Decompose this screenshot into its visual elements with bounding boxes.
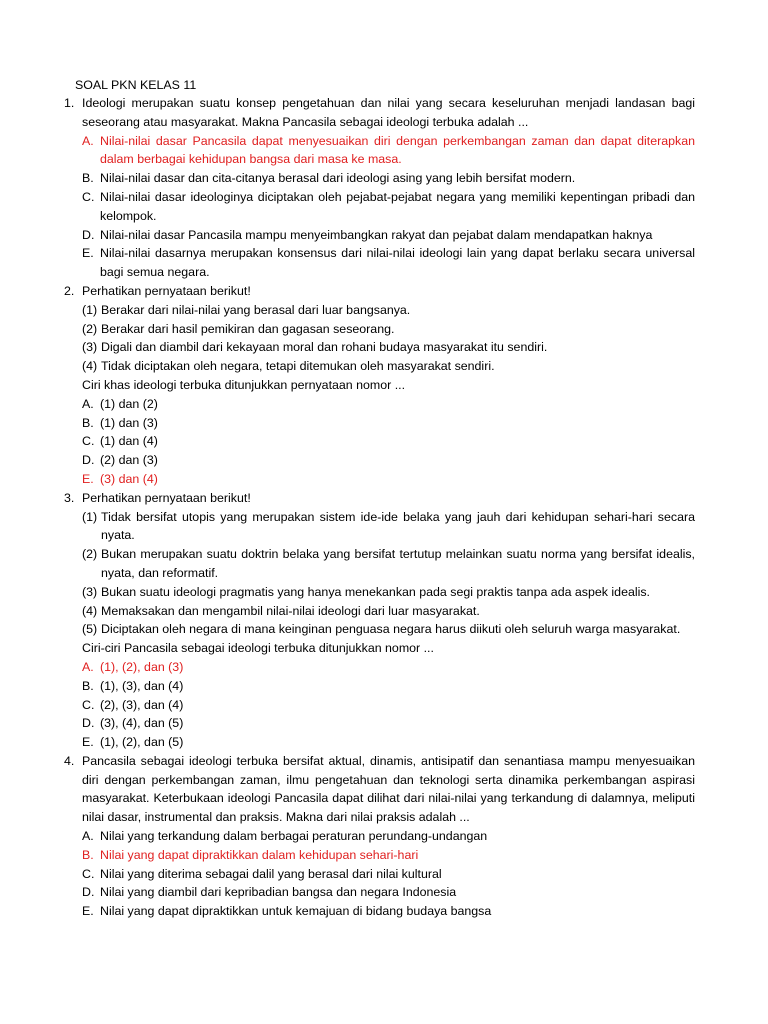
option-letter: A.: [82, 829, 94, 844]
q1-option-c: [82, 188, 695, 226]
statement-number: (1): [82, 509, 98, 524]
q3-statement-3: [82, 583, 695, 602]
statement-number: (5): [82, 622, 98, 637]
option-text: (1) dan (4): [100, 434, 158, 449]
q2-statement-1: [82, 301, 695, 320]
q4-option-c: [82, 865, 695, 884]
question-number: 3.: [64, 490, 75, 505]
option-text: (2) dan (3): [100, 453, 158, 468]
option-text: Nilai-nilai dasarnya merupakan konsensus dari nilai-nilai ideologi lain yang dapat berlaku secara universal bagi semua negara.: [100, 246, 695, 280]
question-4: [64, 752, 695, 827]
question-3: [64, 489, 695, 508]
q3-option-a: [82, 658, 695, 677]
q2-statement-2: [82, 320, 695, 339]
option-letter: B.: [82, 678, 94, 693]
option-letter: E.: [82, 246, 94, 261]
option-text: Nilai-nilai dasar Pancasila dapat menyesuaikan diri dengan perkembangan zaman dan dapat diterapkan dalam berbagai kehidupan bangsa dari masa ke masa.: [100, 133, 695, 167]
option-letter: C.: [82, 697, 95, 712]
option-letter: E.: [82, 471, 94, 486]
option-text: Nilai yang diterima sebagai dalil yang berasal dari nilai kultural: [100, 866, 442, 881]
q1-option-e: [82, 244, 695, 282]
q2-statement-3: [82, 338, 695, 357]
option-text: Nilai yang terkandung dalam berbagai peraturan perundang-undangan: [100, 829, 488, 844]
question-1: [64, 94, 695, 132]
question-number: 2.: [64, 283, 75, 298]
statement-number: (2): [82, 321, 98, 336]
option-letter: D.: [82, 716, 95, 731]
option-letter: D.: [82, 885, 95, 900]
q4-option-a: [82, 827, 695, 846]
q3-statement-2: [82, 545, 695, 583]
q3-option-b: [82, 677, 695, 696]
statement-text: Memaksakan dan mengambil nilai-nilai ideologi dari luar masyarakat.: [101, 603, 480, 618]
q3-statement-4: [82, 602, 695, 621]
q3-option-e: [82, 733, 695, 752]
question-text: Pancasila sebagai ideologi terbuka bersifat aktual, dinamis, antisipatif dan senantiasa mampu menyesuaikan diri dengan perkembangan zaman, ilmu pengetahuan dan teknologi serta dinamika perkembangan aspirasi masyarakat. Keterbukaan ideologi Pancasila dapat dilihat dari nilai-nilai yang terkandung di dalamnya, meliputi nilai dasar, instrumental dan praksis. Makna dari nilai praksis adalah ...: [82, 753, 695, 825]
q2-option-a: [82, 395, 695, 414]
option-text: Nilai-nilai dasar ideologinya diciptakan oleh pejabat-pejabat negara yang memiliki kepentingan pribadi dan kelompok.: [100, 189, 695, 223]
statement-text: Berakar dari nilai-nilai yang berasal dari luar bangsanya.: [101, 302, 411, 317]
option-letter: D.: [82, 227, 95, 242]
q2-option-d: [82, 451, 695, 470]
option-text: (1) dan (3): [100, 415, 158, 430]
q4-option-b: [82, 846, 695, 865]
option-letter: C.: [82, 189, 95, 204]
question-list: [64, 94, 695, 921]
q3-question-text: Ciri-ciri Pancasila sebagai ideologi terbuka ditunjukkan nomor ...: [82, 641, 434, 656]
q1-option-d: [82, 226, 695, 245]
option-letter: A.: [82, 133, 94, 148]
q3-option-d: [82, 714, 695, 733]
option-letter: B.: [82, 847, 94, 862]
q2-option-e: [82, 470, 695, 489]
q3-statement-1: [82, 508, 695, 546]
statement-number: (1): [82, 302, 98, 317]
statement-number: (3): [82, 340, 98, 355]
statement-number: (2): [82, 547, 98, 562]
q2-statement-4: [82, 357, 695, 376]
option-letter: C.: [82, 434, 95, 449]
statement-text: Bukan suatu ideologi pragmatis yang hanya menekankan pada segi praktis tanpa ada aspek idealis.: [101, 584, 650, 599]
q3-option-c: [82, 696, 695, 715]
option-letter: A.: [82, 659, 94, 674]
option-letter: B.: [82, 415, 94, 430]
q1-option-a: [82, 132, 695, 170]
statement-text: Bukan merupakan suatu doktrin belaka yang bersifat tertutup melainkan suatu norma yang bersifat idealis, nyata, dan reformatif.: [101, 547, 695, 580]
option-text: (1), (3), dan (4): [100, 678, 184, 693]
statement-number: (4): [82, 603, 98, 618]
question-number: 1.: [64, 96, 75, 110]
statement-text: Digali dan diambil dari kekayaan moral dan rohani budaya masyarakat itu sendiri.: [101, 340, 548, 355]
option-letter: B.: [82, 171, 94, 186]
statement-text: Tidak diciptakan oleh negara, tetapi ditemukan oleh masyarakat sendiri.: [101, 359, 495, 374]
q1-option-b: [82, 169, 695, 188]
option-text: (3) dan (4): [100, 471, 158, 486]
option-text: (1), (2), dan (3): [100, 659, 184, 674]
q3-statement-5: [82, 620, 695, 639]
option-text: (1), (2), dan (5): [100, 735, 184, 750]
option-text: Nilai yang diambil dari kepribadian bangsa dan negara Indonesia: [100, 885, 457, 900]
q2-question-text: Ciri khas ideologi terbuka ditunjukkan pernyataan nomor ...: [82, 377, 406, 392]
statement-number: (4): [82, 359, 98, 374]
question-number: 4.: [64, 753, 75, 768]
question-intro: Perhatikan pernyataan berikut!: [82, 283, 251, 298]
question-2: [64, 282, 695, 301]
option-text: Nilai yang dapat dipraktikkan untuk kemajuan di bidang budaya bangsa: [100, 904, 492, 919]
option-text: (2), (3), dan (4): [100, 697, 184, 712]
option-letter: E.: [82, 904, 94, 919]
option-letter: A.: [82, 396, 94, 411]
statement-text: Tidak bersifat utopis yang merupakan sistem ide-ide belaka yang jauh dari kehidupan sehari-hari secara nyata.: [101, 509, 695, 543]
statement-number: (3): [82, 584, 98, 599]
statement-text: Berakar dari hasil pemikiran dan gagasan seseorang.: [101, 321, 395, 336]
option-text: Nilai-nilai dasar dan cita-citanya berasal dari ideologi asing yang lebih bersifat modern.: [100, 171, 576, 186]
question-text: Ideologi merupakan suatu konsep pengetahuan dan nilai yang secara keseluruhan menjadi landasan bagi seseorang atau masyarakat. Makna Pancasila sebagai ideologi terbuka adalah ...: [82, 96, 695, 129]
option-text: Nilai yang dapat dipraktikkan dalam kehidupan sehari-hari: [100, 847, 419, 862]
option-letter: D.: [82, 453, 95, 468]
document-title: SOAL PKN KELAS 11: [75, 78, 197, 92]
option-letter: C.: [82, 866, 95, 881]
statement-text: Diciptakan oleh negara di mana keinginan penguasa negara harus diikuti oleh seluruh warga masyarakat.: [101, 622, 681, 637]
option-text: Nilai-nilai dasar Pancasila mampu menyeimbangkan rakyat dan pejabat dalam mendapatkan haknya: [100, 227, 653, 242]
q4-option-d: [82, 883, 695, 902]
option-letter: E.: [82, 735, 94, 750]
option-text: (3), (4), dan (5): [100, 716, 184, 731]
q2-option-c: [82, 432, 695, 451]
q2-option-b: [82, 414, 695, 433]
question-intro: Perhatikan pernyataan berikut!: [82, 490, 251, 505]
option-text: (1) dan (2): [100, 396, 158, 411]
q4-option-e: [82, 902, 695, 921]
